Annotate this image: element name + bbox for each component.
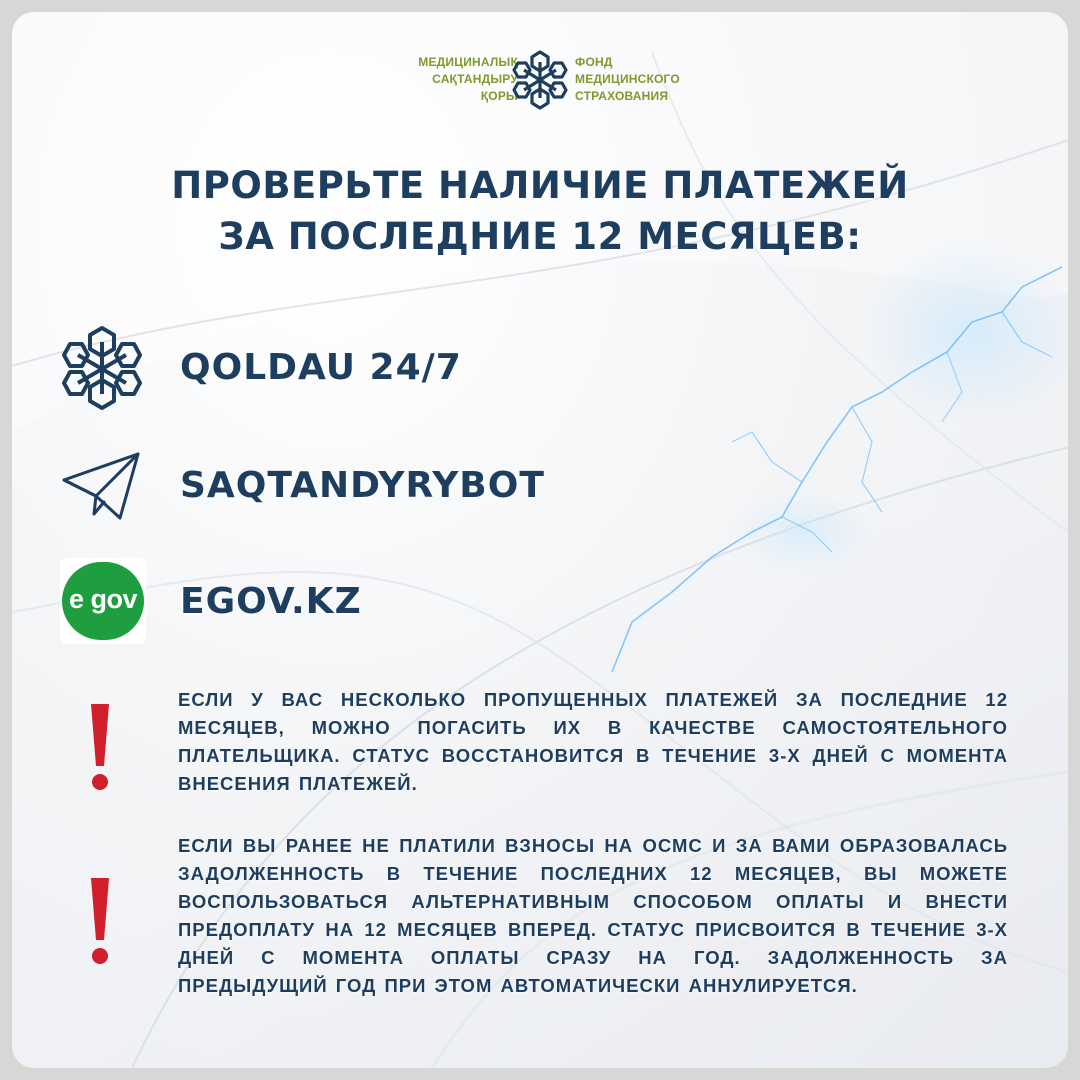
- telegram-paper-plane-icon: [56, 440, 148, 532]
- fund-snowflake-icon: [56, 322, 148, 414]
- channel-label: SAQTANDYRYBOT: [180, 465, 545, 506]
- egov-logo-circle: [62, 562, 144, 640]
- channel-label: EGOV.KZ: [180, 581, 362, 622]
- channel-egov: [56, 556, 956, 648]
- logo-text-kazakh: [418, 54, 518, 105]
- egov-logo-text: e gov: [68, 584, 138, 614]
- exclamation-icon: [80, 700, 120, 796]
- logo-kazakh-line: МЕДИЦИНАЛЫҚ: [418, 55, 518, 69]
- egov-logo-icon: [60, 558, 146, 644]
- logo-russian-line: МЕДИЦИНСКОГО: [575, 72, 680, 86]
- channel-qoldau: [56, 322, 956, 414]
- info-card: [12, 12, 1068, 1068]
- channel-label: QOLDAU 24/7: [180, 347, 462, 388]
- logo-russian-line: СТРАХОВАНИЯ: [575, 89, 669, 103]
- note-text: ЕСЛИ ВЫ РАНЕЕ НЕ ПЛАТИЛИ ВЗНОСЫ НА ОСМС И ЗА ВАМИ ОБРАЗОВАЛАСЬ ЗАДОЛЖЕННОСТЬ В ТЕЧЕНИЕ ПОСЛЕДНИХ 12 МЕСЯЦЕВ, ВЫ МОЖЕТЕ ВОСПОЛЬЗОВАТЬСЯ АЛЬТЕРНАТИВНЫМ СПОСОБОМ ОПЛАТЫ И ВНЕСТИ ПРЕДОПЛАТУ НА 12 МЕСЯЦЕВ ВПЕРЕД. СТАТУС ПРИСВОИТСЯ В ТЕЧЕНИЕ 3-Х ДНЕЙ С МОМЕНТА ОПЛАТЫ СРАЗУ НА ГОД. ЗАДОЛЖЕННОСТЬ ЗА ПРЕДЫДУЩИЙ ГОД ПРИ ЭТОМ АВТОМАТИЧЕСКИ АННУЛИРУЕТСЯ.: [178, 835, 1008, 996]
- page-title: [12, 160, 1068, 262]
- title-line: ЗА ПОСЛЕДНИЕ 12 МЕСЯЦЕВ:: [218, 215, 862, 258]
- exclamation-icon: [80, 874, 120, 970]
- logo-kazakh-line: ҚОРЫ: [480, 89, 518, 103]
- channel-telegram-bot: [56, 440, 956, 532]
- fund-snowflake-logo-icon: [510, 48, 570, 112]
- note-text: ЕСЛИ У ВАС НЕСКОЛЬКО ПРОПУЩЕННЫХ ПЛАТЕЖЕЙ ЗА ПОСЛЕДНИЕ 12 МЕСЯЦЕВ, МОЖНО ПОГАСИТЬ ИХ В КАЧЕСТВЕ САМОСТОЯТЕЛЬНОГО ПЛАТЕЛЬЩИКА. СТАТУС ВОССТАНОВИТСЯ В ТЕЧЕНИЕ 3-Х ДНЕЙ С МОМЕНТА ВНЕСЕНИЯ ПЛАТЕЖЕЙ.: [178, 689, 1008, 794]
- logo-russian-line: ФОНД: [575, 55, 613, 69]
- logo-text-russian: [575, 54, 680, 105]
- logo-kazakh-line: САҚТАНДЫРУ: [432, 72, 518, 86]
- fund-logo: [12, 46, 1068, 116]
- title-line: ПРОВЕРЬТЕ НАЛИЧИЕ ПЛАТЕЖЕЙ: [171, 164, 909, 207]
